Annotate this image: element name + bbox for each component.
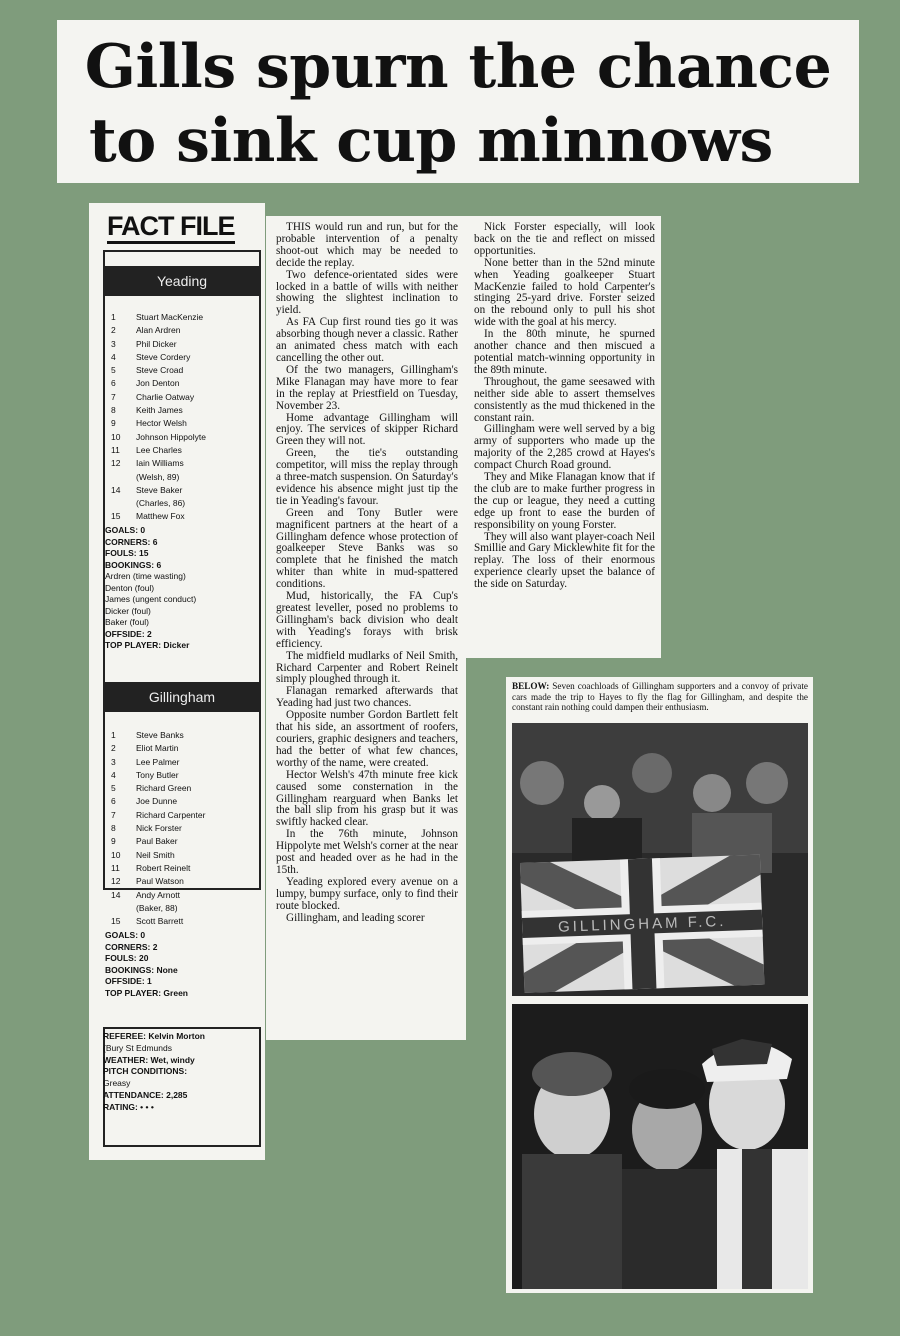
player-name: Lee Palmer [136,756,180,767]
player-substitution: (Welsh, 89) [136,471,180,482]
player-name: Tony Butler [136,769,179,780]
player-name: Scott Barrett [136,916,184,927]
article-paragraph: Throughout, the game seesawed with neither side able to assert themselves consistently as the mud thickened in the constant rain. [474,375,655,424]
article-paragraph: Hector Welsh's 47th minute free kick caused some consternation in the Gillingham rearguard when Banks let the ball slip from his grasp but it was swiftly hacked clear. [276,768,458,829]
yeading-offside: OFFSIDE: 2 [105,628,152,639]
player-row [111,889,205,902]
referee-town: (Bury St Edmunds [103,1042,172,1053]
player-number: 9 [111,418,116,429]
player-number: 14 [111,484,121,495]
referee: REFEREE: Kelvin Morton [103,1031,206,1041]
player-number: 14 [111,889,121,900]
player-name: Neil Smith [136,849,175,860]
player-number: 7 [111,809,116,820]
yeading-stats [105,525,255,652]
gillingham-lineup [111,729,205,928]
yeading-lineup [111,311,206,524]
player-name: Iain Williams [136,458,184,469]
player-number: 4 [111,351,116,362]
yeading-bookings: BOOKINGS: 6 [105,559,162,570]
player-name: Steve Banks [136,730,184,740]
headline-line-2: to sink cup minnows [89,106,773,176]
player-name: Steve Baker [136,484,183,495]
player-row [111,404,206,417]
player-number: 12 [111,876,121,887]
player-name: Robert Reinelt [136,862,191,873]
caption-label: BELOW: [512,681,550,691]
gillingham-offside: OFFSIDE: 1 [105,976,152,986]
yeading-corners: CORNERS: 6 [105,536,158,547]
player-row [111,351,206,364]
player-row [111,431,206,444]
article-paragraph: Opposite number Gordon Bartlett felt that his side, an assortment of roofers, couriers, graphic designers and teachers, had the better of what few chances, worthy of the name, were created. [276,709,458,769]
article-paragraph: Flanagan remarked afterwards that Yeading had just two chances. [276,685,458,710]
player-number: 10 [111,849,121,860]
player-number: 2 [111,743,116,754]
player-row [111,484,206,497]
article-paragraph: In the 80th minute, he spurned another chance and then miscued a potential match-winning opportunity in the 89th minute. [474,328,655,376]
article-paragraph: Green and Tony Butler were magnificent partners at the heart of a Gillingham defence whose protection of goalkeeper Steve Banks was so complete that he finished the match whiter than white in mud-spattered conditions. [276,506,458,591]
article-paragraph: Nick Forster especially, will look back on the tie and reflect on missed opportunities. [474,221,655,257]
player-number: 2 [111,325,116,336]
player-row [111,444,206,457]
gillingham-fouls: FOULS: 20 [105,953,149,963]
player-number: 15 [111,511,121,522]
player-number: 1 [111,730,116,740]
flag-text: GILLINGHAM F.C. [557,912,727,936]
player-substitution: (Charles, 86) [136,498,186,509]
gillingham-stats [105,930,255,999]
fans-faces-photo [512,1004,808,1289]
player-number: 10 [111,431,121,442]
article-paragraph: In the 76th minute, Johnson Hippolyte met Welsh's corner at the near post and headed over as he had in the 15th. [276,828,458,876]
player-name: Eliot Martin [136,743,179,754]
article-paragraph: Gillingham, and leading scorer [286,911,425,924]
player-name: Nick Forster [136,823,182,834]
player-name: Alan Ardren [136,325,181,336]
rating: RATING: • • • [103,1101,154,1112]
player-row [111,809,205,822]
player-number: 9 [111,836,116,847]
yeading-team-header: Yeading [103,266,261,296]
article-paragraph: Mud, historically, the FA Cup's greatest leveller, posed no problems to Gillingham's back division who dealt with Yeading's forays with brisk efficiency. [276,590,458,650]
caption-text: Seven coachloads of Gillingham supporters and a convoy of private cars made the trip to Hayes to fly the flag for Gillingham, and despite the constant rain nothing could dampen their enthusiasm. [512,681,808,712]
player-number: 1 [111,312,116,322]
player-substitution: (Baker, 88) [136,902,178,913]
photo-caption [512,681,808,713]
article-paragraph: Yeading explored every avenue on a lumpy, bumpy surface, only to find their route blocked. [276,875,458,912]
player-row [111,338,206,351]
player-row [111,311,206,324]
player-row [111,822,205,835]
article-column-2 [466,216,661,658]
player-row [111,377,206,390]
player-row [111,862,205,875]
gillingham-bookings: BOOKINGS: None [105,964,178,975]
player-row [111,457,206,470]
yeading-fouls: FOULS: 15 [105,548,149,558]
player-row [111,729,205,742]
booking-entry: Baker (foul) [105,617,149,627]
match-info [103,1031,259,1114]
article-column-1 [266,216,466,1040]
booking-entry: Ardren (time wasting) [105,571,186,581]
article-paragraph: As FA Cup first round ties go it was absorbing though never a classic. Rather an animated chess match with each cancelling the other out. [276,316,458,364]
player-name: Stuart MacKenzie [136,312,204,322]
player-number: 12 [111,458,121,469]
pitch-label: PITCH CONDITIONS: [103,1066,188,1077]
article-paragraph: They and Mike Flanagan know that if the club are to make further progress in the cup or league, they need a cutting edge up front to ease the burden of responsibility on young Forster. [474,471,655,531]
player-name: Andy Arnott [136,889,180,900]
player-name: Charlie Oatway [136,391,195,402]
player-number: 8 [111,823,116,834]
player-number: 15 [111,916,121,927]
supporters-flag-photo [512,723,808,996]
article-paragraph: None better than in the 52nd minute when Yeading goalkeeper Stuart MacKenzie failed to hold Carpenter's stinging 25-yard drive. Forster seized on the rebound only to pull his shot wide with the goal at his mercy. [474,256,655,329]
player-name: Steve Croad [136,365,184,376]
player-name: Phil Dicker [136,338,177,349]
headline-line-1: Gills spurn the chance [84,32,832,102]
player-number: 6 [111,378,116,389]
player-row [111,835,205,848]
fact-file-panel [89,203,265,1160]
player-row [111,849,205,862]
player-row [111,782,205,795]
gillingham-team-header: Gillingham [103,682,261,712]
booking-entry: James (ungent conduct) [105,594,197,604]
headline-banner [57,20,859,183]
article-paragraph: Gillingham were well served by a big army of supporters who made up the majority of the 2,285 crowd at Hayes's compact Church Road ground. [474,423,655,472]
player-number: 3 [111,756,116,767]
pitch-conditions: Greasy [103,1078,131,1089]
player-name: Johnson Hippolyte [136,431,206,442]
player-row [111,756,205,769]
weather: WEATHER: Wet, windy [103,1054,195,1065]
player-number: 5 [111,365,116,376]
player-number: 5 [111,783,116,794]
article-paragraph: THIS would run and run, but for the probable intervention of a penalty shoot-out which may be needed to decide the replay. [276,221,458,269]
player-number: 6 [111,796,116,807]
player-name: Steve Cordery [136,351,191,362]
player-row [111,769,205,782]
player-row [111,510,206,523]
player-name: Richard Green [136,783,192,794]
player-row [111,364,206,377]
player-name: Hector Welsh [136,418,187,429]
player-name: Matthew Fox [136,511,185,522]
player-name: Keith James [136,405,183,416]
booking-entry: Denton (foul) [105,582,155,593]
player-name: Lee Charles [136,444,182,455]
player-row [111,391,206,404]
player-row [111,742,205,755]
player-number: 8 [111,405,116,416]
player-name: Joe Dunne [136,796,178,807]
yeading-booking-list [105,571,255,629]
player-number: 11 [111,862,120,873]
article-paragraph: Green, the tie's outstanding competitor, will miss the replay through a three-match suspension. On Saturday's evidence his absence might just tip the tie in Yeading's favour. [276,447,458,507]
player-number: 4 [111,769,116,780]
player-name: Jon Denton [136,378,180,389]
yeading-top-player: TOP PLAYER: Dicker [105,640,190,650]
fact-file-title: FACT FILE [107,211,235,244]
player-row [111,324,206,337]
article-paragraph: They will also want player-coach Neil Smillie and Gary Micklewhite fit for the replay. The loss of their enormous experience clearly upset the balance of the side on Saturday. [474,530,655,591]
article-paragraph: The midfield mudlarks of Neil Smith, Richard Carpenter and Robert Reinelt simply ploughed through it. [276,649,458,686]
player-number: 3 [111,338,116,349]
booking-entry: Dicker (foul) [105,605,151,616]
article-paragraph: Of the two managers, Gillingham's Mike Flanagan may have more to fear in the replay at Priestfield on Tuesday, November 23. [276,363,458,412]
article-paragraph: Home advantage Gillingham will enjoy. The services of skipper Richard Green they will not. [276,411,458,448]
player-row [111,915,205,928]
player-name: Paul Watson [136,876,184,887]
player-number: 7 [111,391,116,402]
player-row [111,795,205,808]
player-row [111,417,206,430]
player-name: Richard Carpenter [136,809,206,820]
article-paragraph: Two defence-orientated sides were locked in a battle of wills with neither showing the slightest inclination to yield. [276,268,458,317]
attendance: ATTENDANCE: 2,285 [103,1089,188,1100]
player-number: 11 [111,444,120,455]
player-name: Paul Baker [136,836,178,847]
yeading-goals: GOALS: 0 [105,525,146,535]
gillingham-corners: CORNERS: 2 [105,941,158,952]
player-row [111,875,205,888]
gillingham-goals: GOALS: 0 [105,930,146,940]
gillingham-top-player: TOP PLAYER: Green [105,987,188,998]
